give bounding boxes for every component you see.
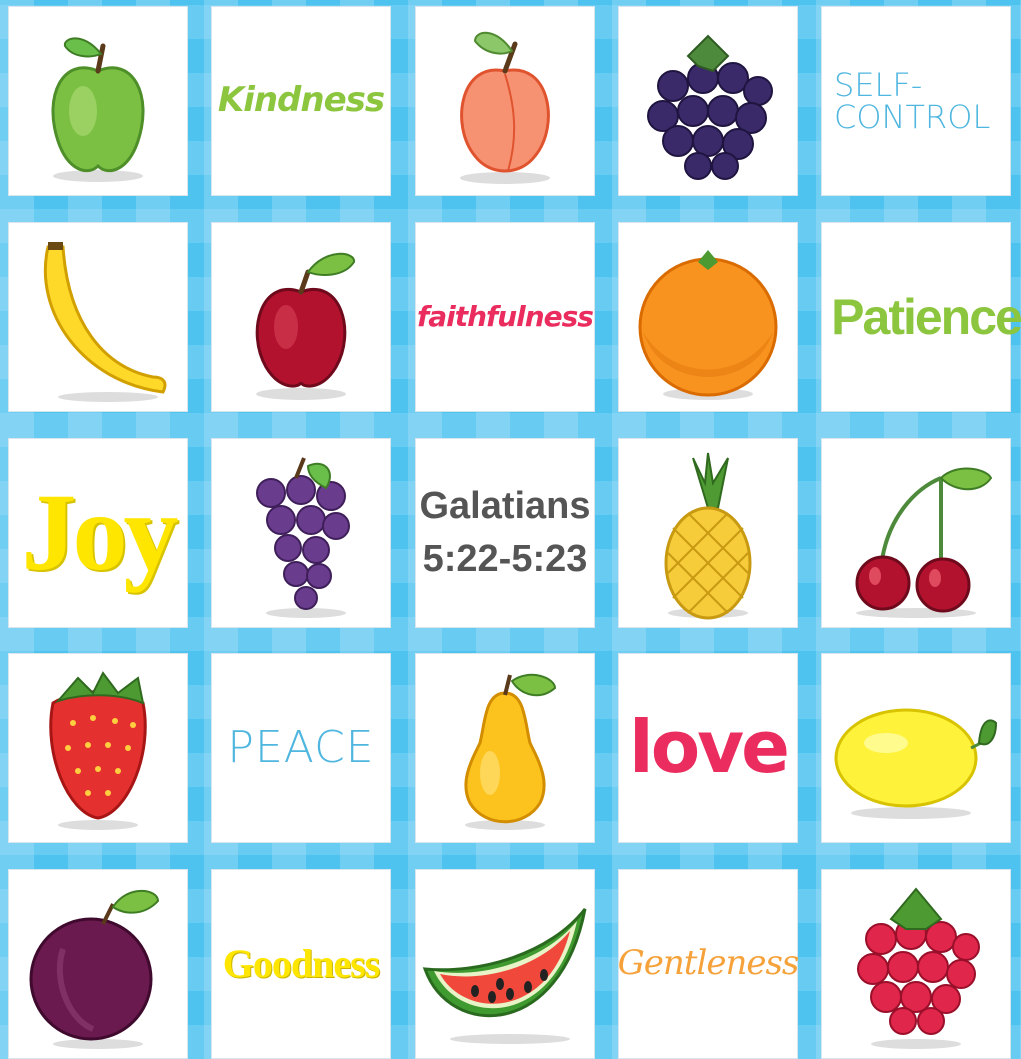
card-goodness[interactable] [211,869,391,1059]
banana-icon [23,232,173,402]
grapes-icon [226,448,376,618]
card-green-apple[interactable] [8,6,188,196]
card-blackberry[interactable] [618,6,798,196]
card-strawberry[interactable] [8,653,188,843]
galatians-book: Galatians [419,484,591,527]
red-apple-icon [226,232,376,402]
lemon-icon [831,663,1001,833]
card-grapes[interactable] [211,438,391,628]
patience-word: Patience [831,288,1021,345]
galatians-verses: 5:22-5:23 [422,538,588,580]
raspberry-icon [841,879,991,1049]
faithfulness-word: faithfulness [417,300,593,334]
galatians-reference [419,480,590,586]
blackberry-icon [633,16,783,186]
joy-word: Joy [21,471,175,594]
card-kindness[interactable] [211,6,391,196]
orange-icon [633,232,783,402]
pineapple-icon [633,448,783,618]
plum-icon [23,879,173,1049]
card-raspberry[interactable] [821,869,1011,1059]
peace-word: PEACE [227,721,375,773]
card-pear[interactable] [415,653,595,843]
card-banana[interactable] [8,222,188,412]
card-pineapple[interactable] [618,438,798,628]
peach-icon [430,16,580,186]
green-apple-icon [23,16,173,186]
card-red-apple[interactable] [211,222,391,412]
card-gentleness[interactable] [618,869,798,1059]
card-cherries[interactable] [821,438,1011,628]
card-galatians[interactable] [415,438,595,628]
pear-icon [430,663,580,833]
kindness-word: Kindness [217,80,385,121]
watermelon-icon [420,879,590,1049]
goodness-word: Goodness [222,941,380,986]
self-control-word: SELF- CONTROL [834,66,991,136]
card-faithfulness[interactable] [415,222,595,412]
card-love[interactable] [618,653,798,843]
cherries-icon [831,448,1001,618]
love-word: love [629,705,787,790]
card-lemon[interactable] [821,653,1011,843]
card-peace[interactable] [211,653,391,843]
strawberry-icon [23,663,173,833]
card-plum[interactable] [8,869,188,1059]
card-joy[interactable] [8,438,188,628]
card-peach[interactable] [415,6,595,196]
card-orange[interactable] [618,222,798,412]
card-watermelon[interactable] [415,869,595,1059]
gentleness-word: Gentleness [617,943,799,984]
card-patience[interactable] [821,222,1021,412]
card-self-control[interactable] [821,6,1011,196]
